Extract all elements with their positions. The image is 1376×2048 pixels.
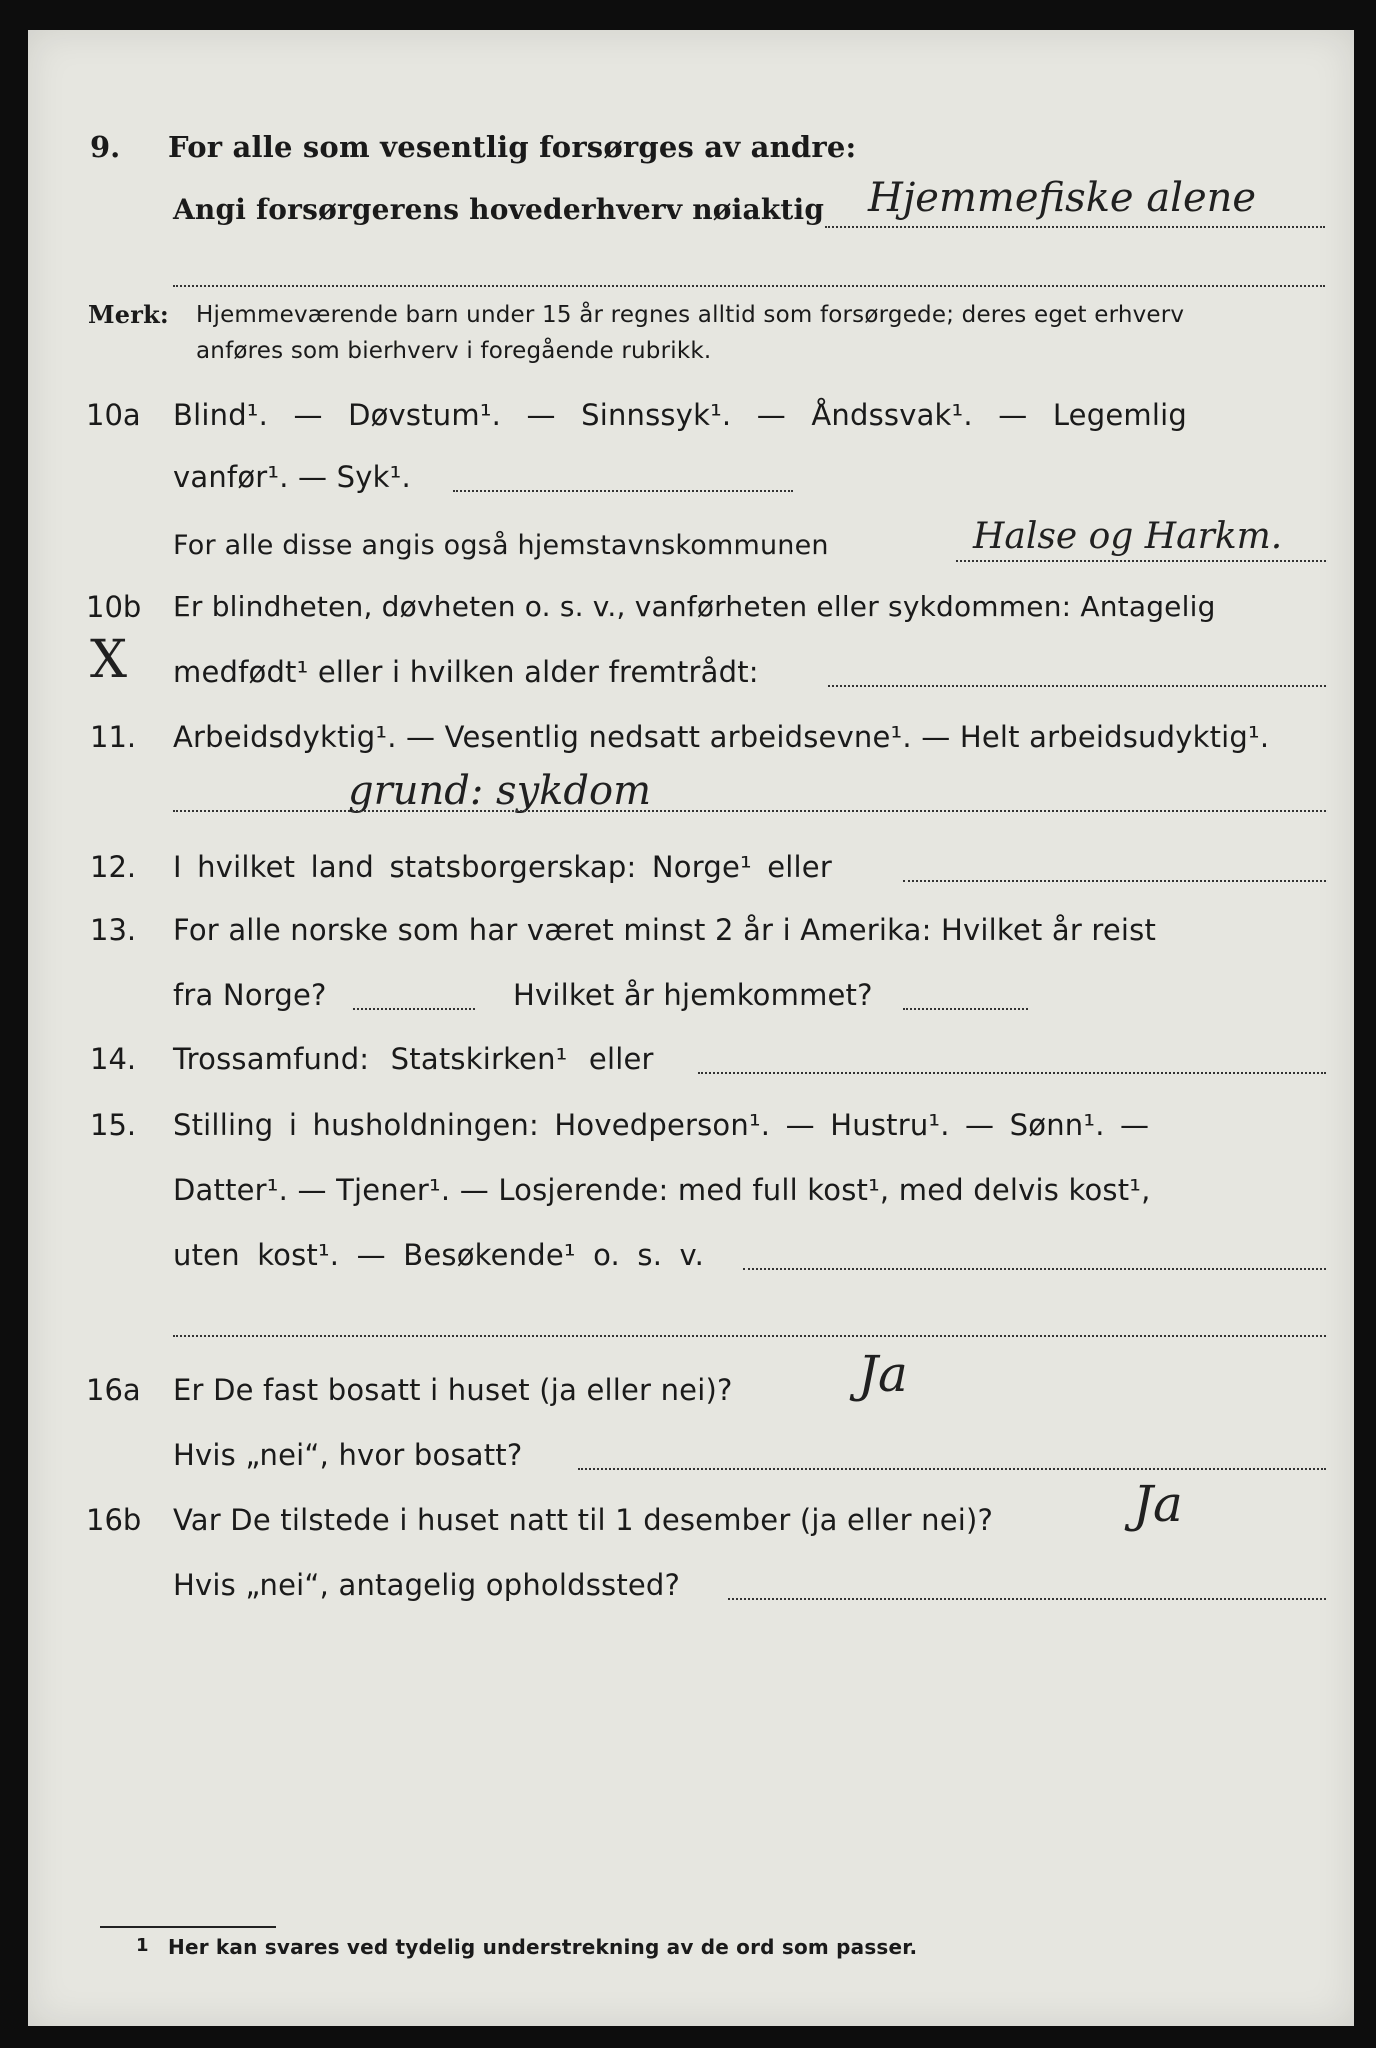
q16b-line1: Var De tilstede i huset natt til 1 desember (ja eller nei)? xyxy=(173,1503,994,1537)
q11-line1: Arbeidsdyktig¹. — Vesentlig nedsatt arbeidsevne¹. — Helt arbeidsudyktig¹. xyxy=(173,720,1270,754)
merk-line2: anføres som bierhverv i foregående rubrikk. xyxy=(196,338,712,364)
q16b-line2: Hvis „nei“, antagelig opholdssted? xyxy=(173,1568,681,1602)
q13-left-line xyxy=(353,1008,475,1010)
q13-line2b: Hvilket år hjemkommet? xyxy=(513,978,873,1012)
footnote-text: Her kan svares ved tydelig understrekning av de ord som passer. xyxy=(168,1935,918,1959)
q16a-line2: Hvis „nei“, hvor bosatt? xyxy=(173,1438,523,1472)
q14-number: 14. xyxy=(90,1042,137,1076)
q10b-answer-line xyxy=(828,685,1326,687)
merk-label: Merk: xyxy=(88,300,169,329)
q15-line3: uten kost¹. — Besøkende¹ o. s. v. xyxy=(173,1238,705,1272)
q10b-cross-mark: X xyxy=(90,630,128,690)
q9-handwritten-answer: Hjemmefiske alene xyxy=(868,175,1257,221)
q15-number: 15. xyxy=(90,1108,137,1142)
q9-line1: For alle som vesentlig forsørges av andre: xyxy=(168,130,857,164)
q9-number: 9. xyxy=(90,130,121,164)
q9-line2: Angi forsørgerens hovederhverv nøiaktig xyxy=(173,193,825,226)
q11-number: 11. xyxy=(90,720,137,754)
q10a-line1: Blind¹. — Døvstum¹. — Sinnssyk¹. — Åndssvak¹. — Legemlig xyxy=(173,398,1187,432)
q15-line1: Stilling i husholdningen: Hovedperson¹. — Hustru¹. — Sønn¹. — xyxy=(173,1108,1150,1142)
q16a-line1: Er De fast bosatt i huset (ja eller nei)? xyxy=(173,1373,733,1407)
q15-answer-line xyxy=(743,1268,1326,1270)
q16a-number: 16a xyxy=(86,1373,141,1407)
q16a-answer-line xyxy=(578,1468,1326,1470)
footnote-mark: 1 xyxy=(136,1935,149,1956)
q10a-line2: vanfør¹. — Syk¹. xyxy=(173,460,411,494)
merk-line1: Hjemmeværende barn under 15 år regnes alltid som forsørgede; deres eget erhverv xyxy=(196,302,1185,328)
q9-answer-line xyxy=(825,226,1325,228)
footnote-rule xyxy=(100,1926,276,1928)
q16b-handwritten-answer: Ja xyxy=(1133,1475,1183,1533)
q11-handwritten-answer: grund: sykdom xyxy=(348,768,652,814)
q10a-handwritten-answer: Halse og Harkm. xyxy=(973,516,1283,557)
q12-answer-line xyxy=(903,880,1326,882)
q13-right-line xyxy=(903,1008,1028,1010)
q15-line2: Datter¹. — Tjener¹. — Losjerende: med full kost¹, med delvis kost¹, xyxy=(173,1173,1151,1207)
q9-extra-line xyxy=(173,285,1325,287)
census-form-page xyxy=(28,30,1354,2026)
q13-number: 13. xyxy=(90,913,137,947)
q12-number: 12. xyxy=(90,850,137,884)
q16b-answer-line xyxy=(728,1598,1326,1600)
q10a-syk-line xyxy=(453,490,793,492)
q12-line1: I hvilket land statsborgerskap: Norge¹ eller xyxy=(173,850,832,884)
q10a-line3: For alle disse angis også hjemstavnskommunen xyxy=(173,530,829,561)
q14-line1: Trossamfund: Statskirken¹ eller xyxy=(173,1042,654,1076)
q16b-number: 16b xyxy=(86,1503,142,1537)
q11-answer-line xyxy=(173,810,1326,812)
q10a-answer-line xyxy=(956,560,1326,562)
q13-line2a: fra Norge? xyxy=(173,978,327,1012)
q10a-number: 10a xyxy=(86,398,141,432)
q16a-handwritten-answer: Ja xyxy=(858,1345,908,1403)
q10b-line1: Er blindheten, døvheten o. s. v., vanførheten eller sykdommen: Antagelig xyxy=(173,590,1216,623)
q15-extra-line xyxy=(173,1335,1326,1337)
q14-answer-line xyxy=(698,1072,1326,1074)
q10b-number: 10b xyxy=(86,590,142,624)
q13-line1: For alle norske som har været minst 2 år i Amerika: Hvilket år reist xyxy=(173,913,1157,947)
q10b-line2: medfødt¹ eller i hvilken alder fremtrådt: xyxy=(173,655,759,689)
